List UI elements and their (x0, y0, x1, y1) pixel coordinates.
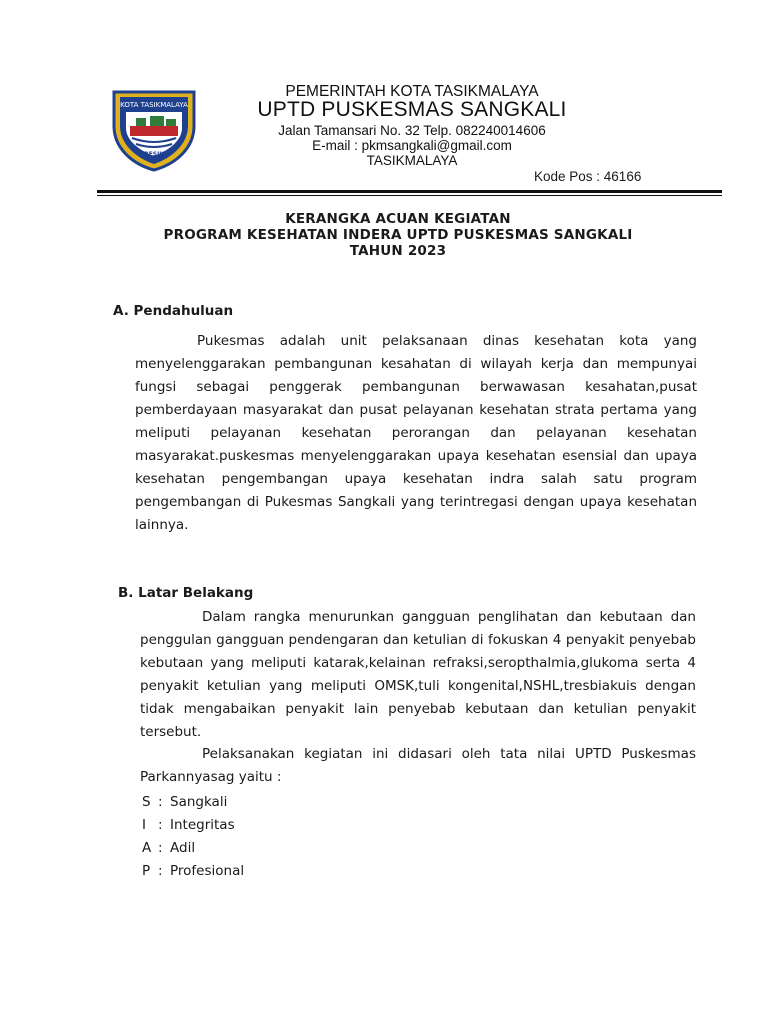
value-letter: S (142, 794, 151, 810)
section-b-body (140, 606, 696, 744)
values-list-item (142, 791, 244, 814)
values-list-item (142, 837, 244, 860)
letterhead-divider-thick (97, 190, 722, 193)
value-word: Profesional (170, 863, 245, 879)
value-letter: I (142, 817, 146, 833)
section-b-body-2 (140, 743, 696, 789)
section-b-paragraph2: Pelaksanakan kegiatan ini didasari oleh tata nilai UPTD Puskesmas Parkannyasag yaitu : (140, 746, 696, 785)
letterhead-city: TASIKMALAYA (366, 153, 458, 168)
section-b-paragraph1: Dalam rangka menurunkan gangguan penglihatan dan kebutaan dan penggulan gangguan pendengaran dan ketulian di fokuskan 4 penyakit penyebab kebutaan yang meliputi katarak,kelainan refraksi,seropthalmia,glukoma serta 4 penyakit ketulian yang meliputi OMSK,tuli kongenital,NSHL,tresbiakuis dengan tidak mengabaikan penyakit lain penyebab kebutaan dan ketulian penyakit tersebut. (140, 609, 696, 740)
svg-text:KOTA TASIKMALAYA: KOTA TASIKMALAYA (120, 101, 188, 109)
value-separator: : (158, 794, 163, 810)
value-separator: : (158, 817, 163, 833)
letterhead-government: PEMERINTAH KOTA TASIKMALAYA (285, 83, 539, 100)
section-a-paragraph: Pukesmas adalah unit pelaksanaan dinas kesehatan kota yang menyelenggarakan pembangunan kesahatan di wilayah kerja dan mempunyai fungsi sebagai penggerak pembangunan berwawasan kesahatan,pusat pemberdayaan masyarakat dan pusat pelayanan kesehatan strata pertama yang meliputi pelayanan kesehatan perorangan dan pelayanan kesehatan masyarakat.puskesmas menyelenggarakan upaya kesehatan esensial dan upaya kesehatan pengembangan upaya kesehatan indra salah satu program pengembangan di Pukesmas Sangkali yang terintregasi dengan upaya kesehatan lainnya. (135, 333, 697, 533)
document-title-line1: KERANGKA ACUAN KEGIATAN (285, 211, 511, 227)
value-letter: P (142, 863, 151, 879)
letterhead-divider-thin (97, 195, 722, 196)
section-a-heading: A. Pendahuluan (113, 303, 234, 319)
values-list (142, 791, 244, 883)
letterhead-institution: UPTD PUSKESMAS SANGKALI (257, 98, 567, 121)
section-a-body (135, 330, 697, 537)
document-title-line2: PROGRAM KESEHATAN INDERA UPTD PUSKESMAS SANGKALI (163, 227, 633, 243)
value-separator: : (158, 863, 163, 879)
value-word: Integritas (170, 817, 235, 833)
values-list-item (142, 860, 244, 883)
value-word: Adil (170, 840, 196, 856)
value-letter: A (142, 840, 152, 856)
city-emblem-logo (106, 86, 202, 172)
svg-text:RESIK: RESIK (144, 151, 164, 158)
letterhead-address: Jalan Tamansari No. 32 Telp. 082240014606 (278, 123, 546, 138)
letterhead-postal-code: Kode Pos : 46166 (534, 169, 642, 184)
document-title-line3: TAHUN 2023 (349, 243, 447, 259)
values-list-item (142, 814, 244, 837)
section-b-heading: B. Latar Belakang (118, 585, 254, 601)
value-word: Sangkali (170, 794, 228, 810)
letterhead-email: E-mail : pkmsangkali@gmail.com (312, 138, 512, 153)
value-separator: : (158, 840, 163, 856)
